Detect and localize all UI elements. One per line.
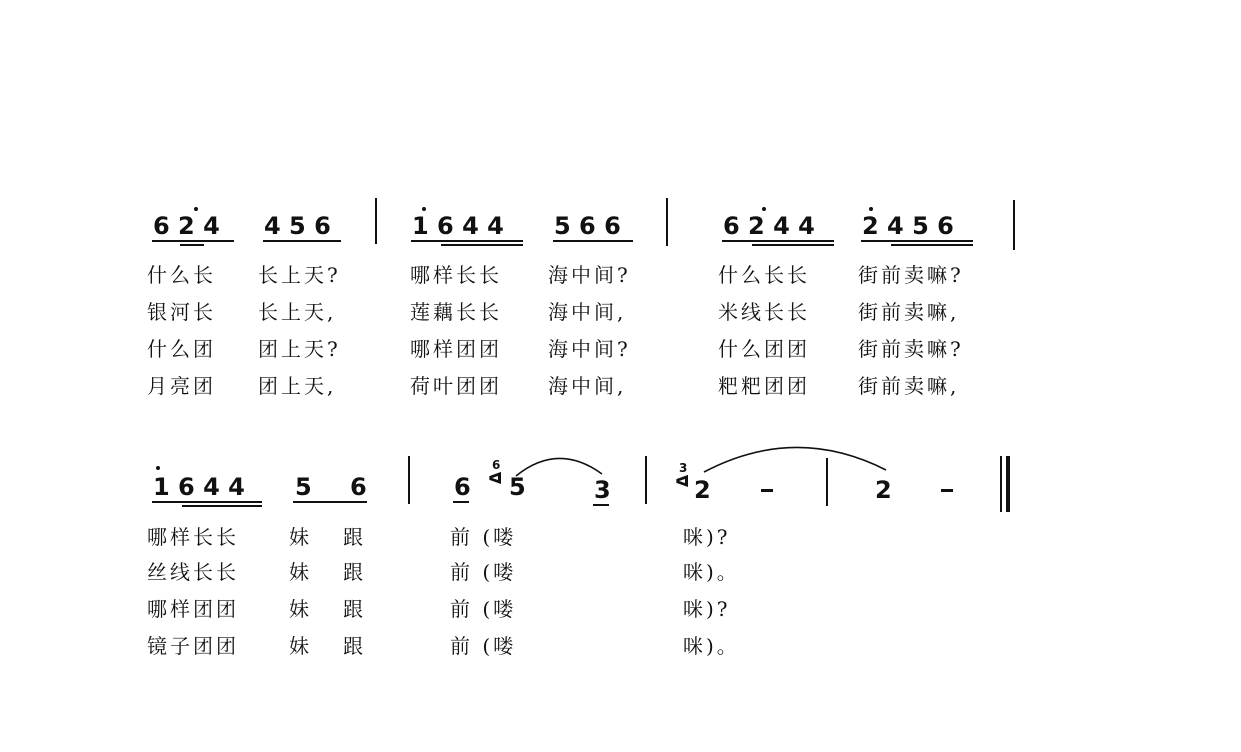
dash-extender [761, 489, 773, 492]
lyric-text: 团上天? [258, 337, 341, 361]
beam-line [411, 240, 523, 242]
note-group: 6 2 4 [153, 212, 220, 240]
lyric-text: 什么长 [147, 263, 216, 287]
beam-line [453, 501, 469, 503]
note: 5 [295, 473, 312, 501]
barline [1013, 200, 1015, 250]
octave-dot [422, 207, 426, 211]
lyric-text: 跟 [343, 525, 366, 549]
note-group: 5 6 6 [554, 212, 621, 240]
beam-line [861, 240, 973, 242]
lyric-text: 海中间, [548, 300, 627, 324]
lyric-text: 粑粑团团 [718, 374, 810, 398]
lyric-text: 街前卖嘛, [858, 300, 960, 324]
beam-line [180, 244, 204, 246]
grace-mark: ᐊ [488, 469, 503, 488]
final-barline-thin [1000, 456, 1002, 512]
beam-line [441, 244, 523, 246]
lyric-text: 什么团团 [718, 337, 810, 361]
final-barline-thick [1006, 456, 1010, 512]
lyric-text: 米线长长 [718, 300, 810, 324]
octave-dot [869, 207, 873, 211]
lyric-text: 海中间? [548, 263, 631, 287]
note-group: 4 5 6 [264, 212, 331, 240]
lyric-text: 妹 [289, 634, 312, 658]
grace-mark: ᐊ [675, 472, 690, 491]
lyric-text: 咪)。 [683, 560, 740, 584]
lyric-text: 跟 [343, 634, 366, 658]
grace-note: 3 [679, 461, 688, 475]
lyric-text: 街前卖嘛? [858, 337, 964, 361]
tie [700, 440, 890, 476]
octave-dot [762, 207, 766, 211]
lyric-text: 街前卖嘛? [858, 263, 964, 287]
lyric-text: 妹 [289, 525, 312, 549]
lyric-text: 哪样团团 [147, 597, 239, 621]
lyric-text: 莲藕长长 [410, 300, 502, 324]
lyric-text: 镜子团团 [147, 634, 239, 658]
lyric-text: 妹 [289, 597, 312, 621]
lyric-text: 海中间? [548, 337, 631, 361]
beam-line [152, 240, 234, 242]
lyric-text: 月亮团 [147, 374, 216, 398]
note-group: 1 6 4 4 [412, 212, 504, 240]
slur [512, 452, 606, 482]
beam-line [553, 240, 633, 242]
lyric-text: 长上天? [258, 263, 341, 287]
lyric-text: 前 (喽 [450, 597, 517, 621]
octave-dot [156, 466, 160, 470]
lyric-text: 哪样团团 [410, 337, 502, 361]
grace-note: 6 [492, 458, 501, 472]
barline [375, 198, 377, 244]
note-group: 2 4 5 6 [862, 212, 954, 240]
lyric-text: 前 (喽 [450, 634, 517, 658]
beam-line [722, 240, 834, 242]
lyric-text: 团上天, [258, 374, 337, 398]
lyric-text: 妹 [289, 560, 312, 584]
lyric-text: 荷叶团团 [410, 374, 502, 398]
note: 3 [594, 476, 611, 504]
note: 2 [875, 476, 892, 504]
lyric-text: 街前卖嘛, [858, 374, 960, 398]
beam-line [182, 505, 262, 507]
dash-extender [941, 489, 953, 492]
lyric-text: 哪样长长 [147, 525, 239, 549]
beam-line [752, 244, 834, 246]
note-group: 6 2 4 4 [723, 212, 815, 240]
lyric-text: 前 (喽 [450, 525, 517, 549]
lyric-text: 银河长 [147, 300, 216, 324]
note: 2 [694, 476, 711, 504]
beam-line [891, 244, 973, 246]
beam-line [152, 501, 262, 503]
lyric-text: 什么团 [147, 337, 216, 361]
note: 5 [509, 473, 526, 501]
note-group: 1 6 4 4 [153, 473, 245, 501]
barline [645, 456, 647, 504]
lyric-text: 跟 [343, 560, 366, 584]
lyric-text: 咪)? [683, 525, 731, 549]
lyric-text: 咪)。 [683, 634, 740, 658]
barline [666, 198, 668, 246]
barline [408, 456, 410, 504]
lyric-text: 哪样长长 [410, 263, 502, 287]
lyric-text: 咪)? [683, 597, 731, 621]
beam-line [263, 240, 341, 242]
lyric-text: 丝线长长 [147, 560, 239, 584]
note: 6 [350, 473, 367, 501]
lyric-text: 海中间, [548, 374, 627, 398]
beam-line [593, 504, 609, 506]
note: 6 [454, 473, 471, 501]
octave-dot [194, 207, 198, 211]
lyric-text: 跟 [343, 597, 366, 621]
lyric-text: 前 (喽 [450, 560, 517, 584]
lyric-text: 长上天, [258, 300, 337, 324]
lyric-text: 什么长长 [718, 263, 810, 287]
beam-line [293, 501, 367, 503]
